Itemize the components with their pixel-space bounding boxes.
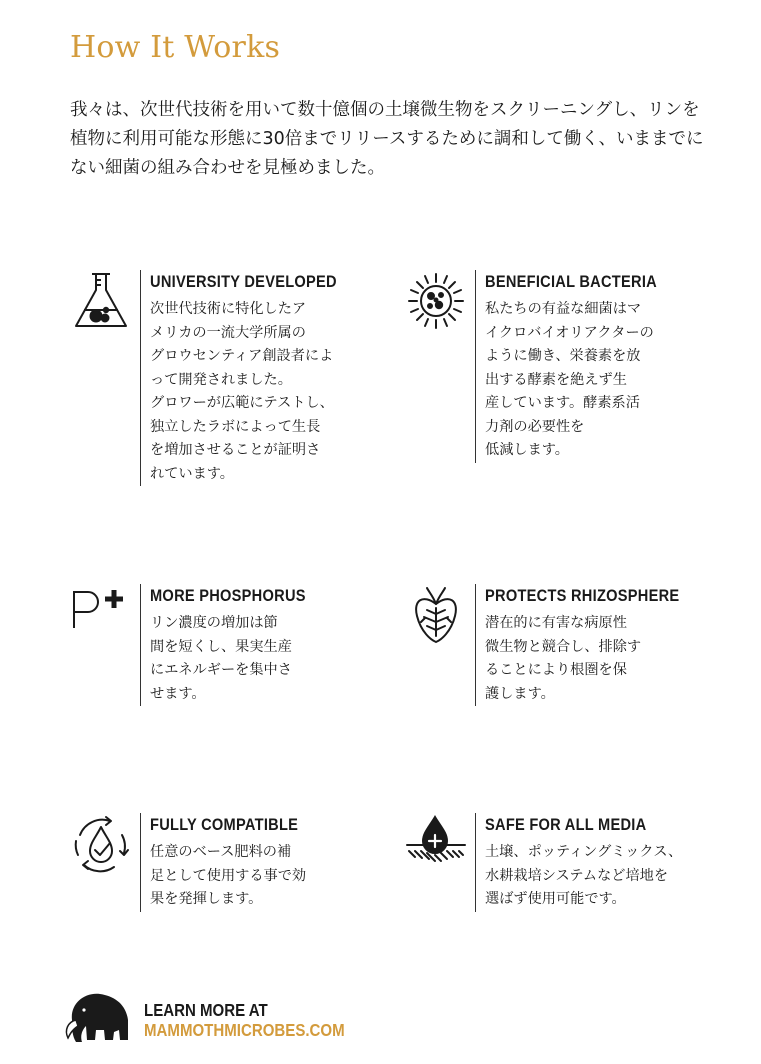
desc-line: 護します。 xyxy=(485,685,555,702)
learn-more-label: LEARN MORE AT xyxy=(144,1000,268,1020)
desc-line: 力剤の必要性を xyxy=(485,418,585,435)
feature-body xyxy=(140,813,322,912)
desc-line: 任意のベース肥料の補 xyxy=(150,844,292,860)
desc-line: 水耕栽培システムなど培地を xyxy=(485,867,669,884)
desc-line: 次世代技術に特化したア xyxy=(150,301,307,317)
desc-line: 出する酵素を絶えず生 xyxy=(485,371,627,388)
footer-text xyxy=(144,1000,345,1040)
desc-line: ることにより根圏を保 xyxy=(485,662,627,678)
desc-line: 潜在的に有害な病原性 xyxy=(485,615,627,631)
feature-heading: PROTECTS RHIZOSPHERE xyxy=(485,586,680,605)
desc-line: 低減します。 xyxy=(485,442,569,458)
feature-heading: SAFE FOR ALL MEDIA xyxy=(485,815,647,834)
feature-heading: FULLY COMPATIBLE xyxy=(150,815,299,834)
feature-body xyxy=(475,270,685,463)
desc-line: せます。 xyxy=(150,685,206,702)
feature-description xyxy=(485,612,711,706)
compatible-drop-check-icon xyxy=(70,813,132,875)
feature-beneficial-bacteria xyxy=(405,270,705,490)
intro-paragraph: 我々は、次世代技術を用いて数十億個の土壌微生物をスクリーニングし、リンを植物に利用可能な形態に30倍までリリースするために調和して働く、いままでにない細菌の組み合わせを見極めました。 xyxy=(70,100,704,178)
desc-line: メリカの一流大学所属の xyxy=(150,324,306,341)
page-title: How It Works xyxy=(70,30,281,65)
flask-icon xyxy=(70,270,132,332)
desc-line: れています。 xyxy=(150,465,234,482)
soil-drop-plus-icon xyxy=(405,813,467,875)
desc-line: 土壌、ポッティングミックス、 xyxy=(485,844,683,860)
feature-description xyxy=(485,841,682,912)
desc-line: 選ばず使用可能です。 xyxy=(485,891,626,907)
feature-body xyxy=(140,584,331,706)
website-link[interactable]: MAMMOTHMICROBES.COM xyxy=(144,1020,345,1040)
feature-body xyxy=(475,813,682,912)
desc-line: イクロバイオリアクターの xyxy=(485,324,654,341)
desc-line: 間を短くし、果実生産 xyxy=(150,638,292,655)
feature-description xyxy=(485,298,685,463)
feature-heading: UNIVERSITY DEVELOPED xyxy=(150,272,337,291)
desc-line: を増加させることが証明さ xyxy=(150,442,321,458)
desc-line: 足として使用する事で効 xyxy=(150,867,307,884)
desc-line: 独立したラボによって生長 xyxy=(150,418,321,435)
feature-description xyxy=(150,298,367,486)
feature-description xyxy=(150,841,322,912)
desc-line: ように働き、栄養素を放 xyxy=(485,348,641,364)
feature-body xyxy=(140,270,367,486)
feature-protects-rhizosphere xyxy=(405,584,705,804)
desc-line: 微生物と競合し、排除す xyxy=(485,638,642,655)
feature-heading: BENEFICIAL BACTERIA xyxy=(485,272,657,291)
desc-line: グロワーが広範にテストし、 xyxy=(150,395,334,411)
mammoth-logo-icon xyxy=(62,990,134,1044)
root-leaf-icon xyxy=(405,584,467,646)
desc-line: って開発されました。 xyxy=(150,371,292,388)
feature-more-phosphorus xyxy=(70,584,370,804)
feature-heading: MORE PHOSPHORUS xyxy=(150,586,306,605)
phosphorus-plus-icon xyxy=(70,584,132,646)
bacteria-icon xyxy=(405,270,467,332)
feature-description xyxy=(150,612,331,706)
footer xyxy=(62,990,462,1050)
feature-university-developed xyxy=(70,270,370,490)
desc-line: 産しています。酵素系活 xyxy=(485,395,640,411)
feature-body xyxy=(475,584,711,706)
desc-line: グロウセンティア創設者によ xyxy=(150,348,334,364)
desc-line: 果を発揮します。 xyxy=(150,891,263,907)
desc-line: にエネルギーを集中さ xyxy=(150,662,292,678)
desc-line: 私たちの有益な細菌はマ xyxy=(485,301,642,317)
desc-line: リン濃度の増加は節 xyxy=(150,615,278,631)
